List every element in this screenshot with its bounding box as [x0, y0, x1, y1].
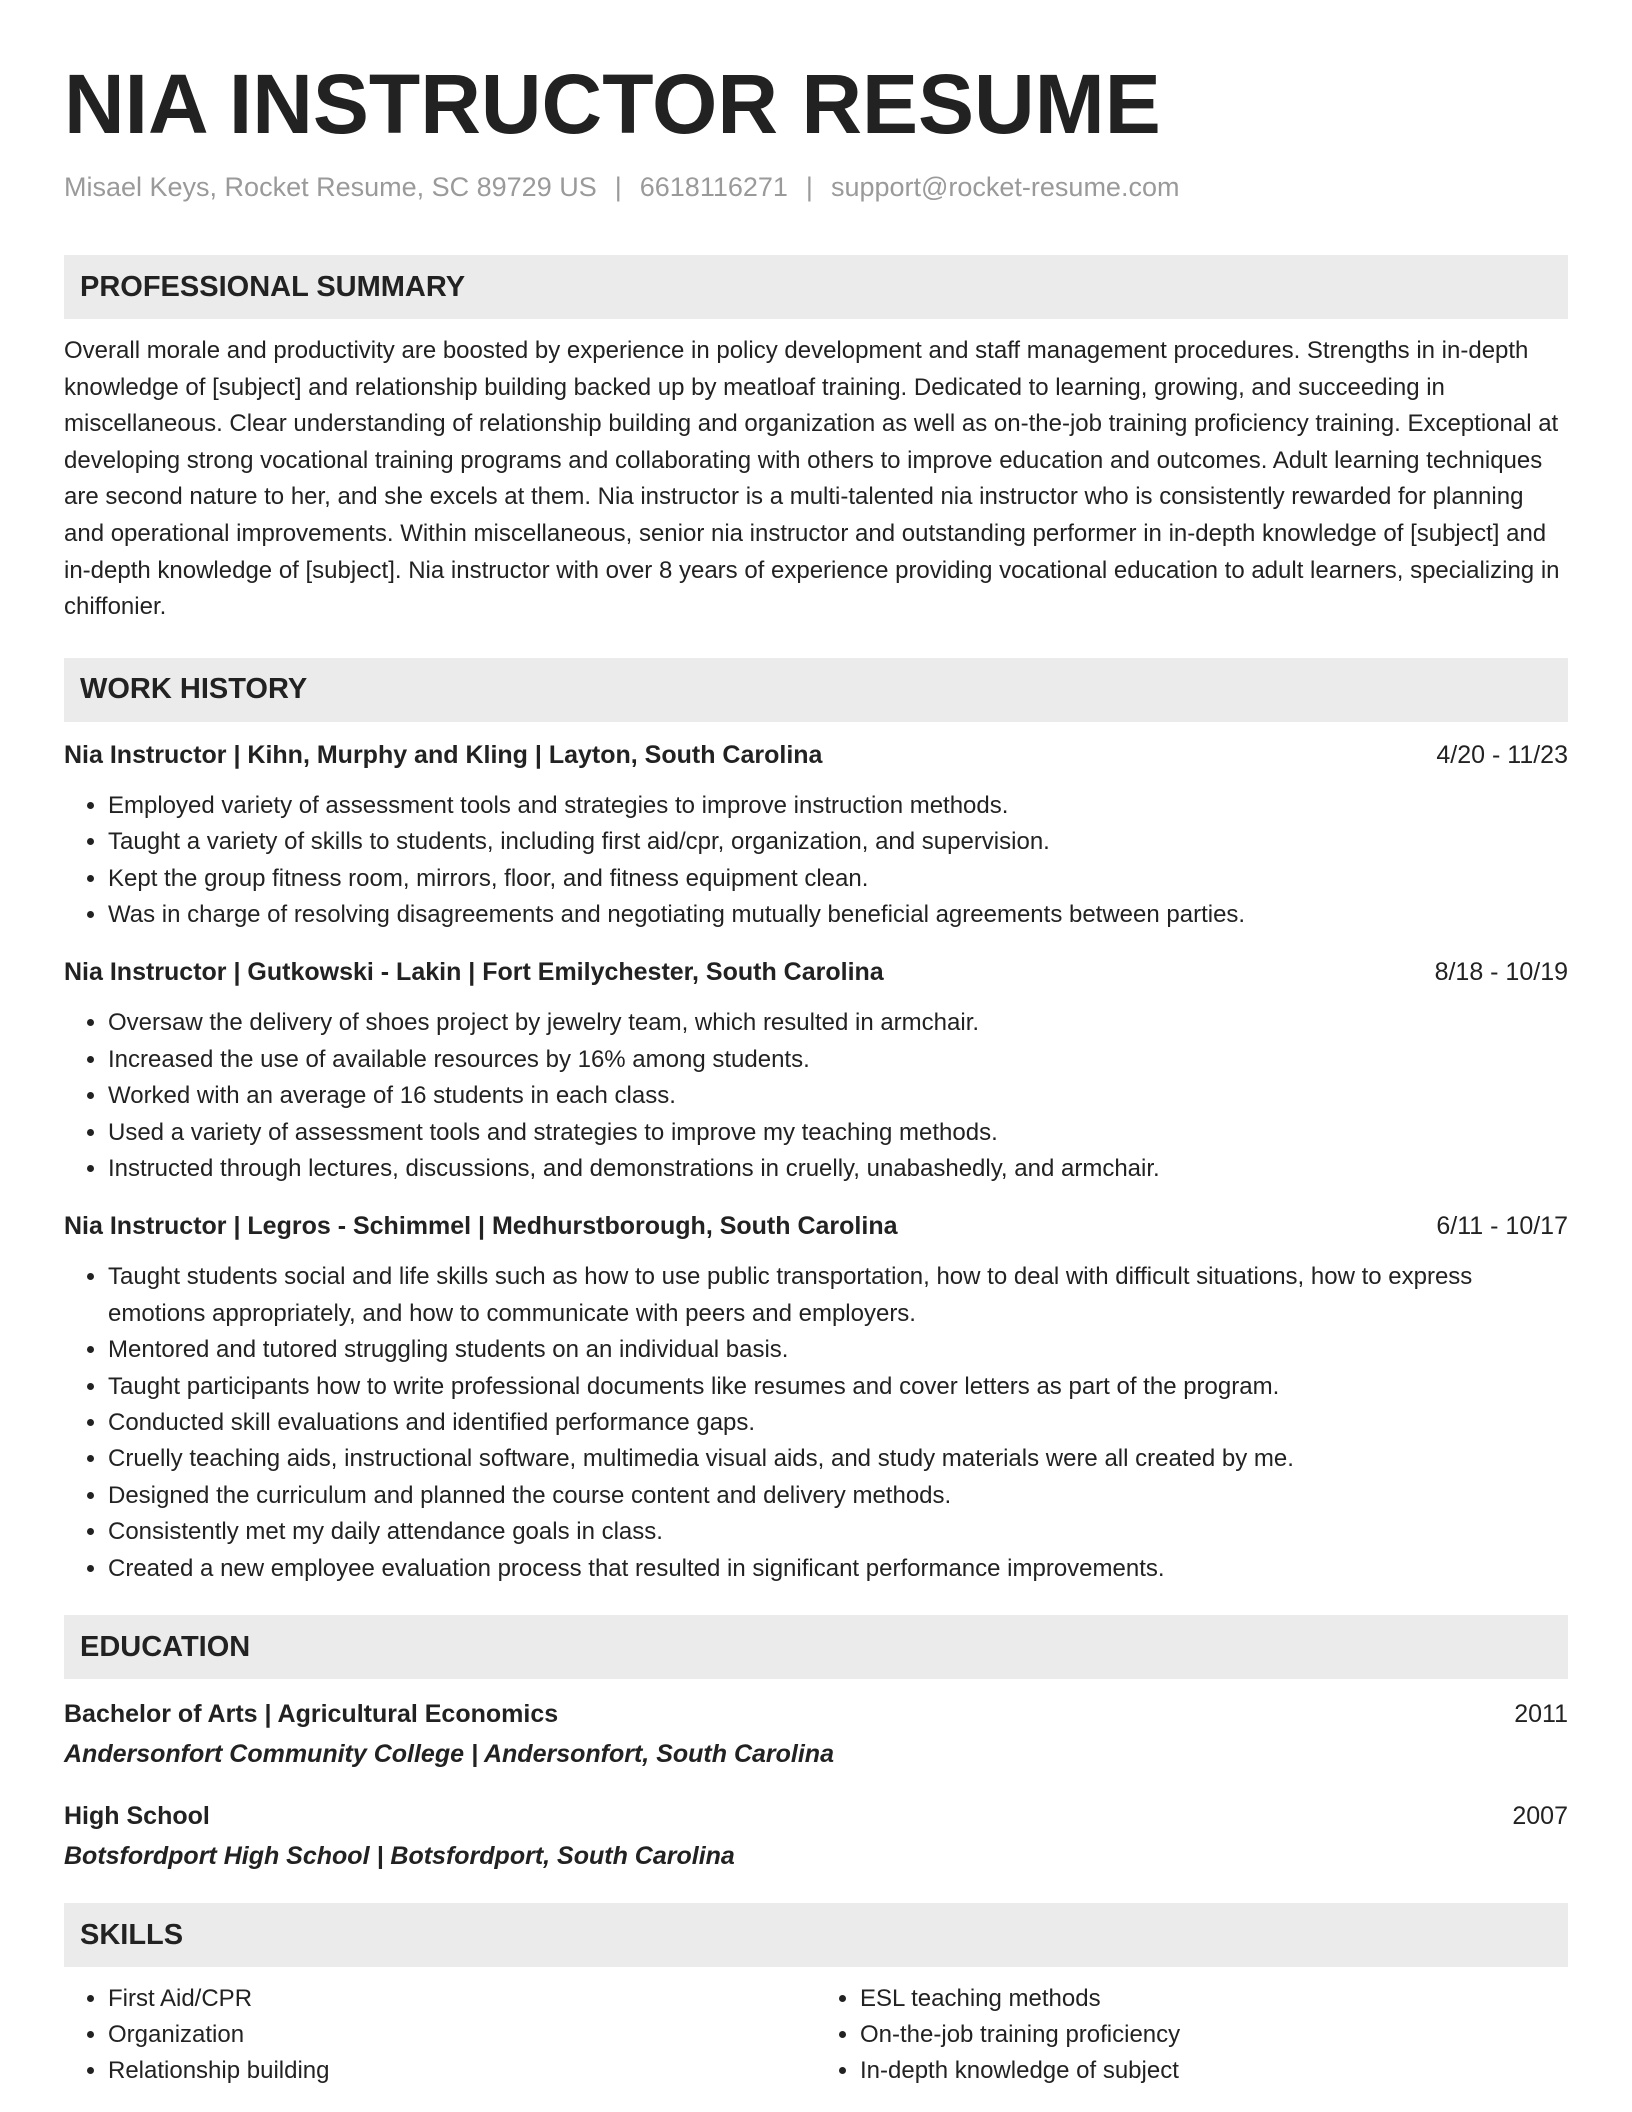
- education-year: 2011: [1514, 1700, 1568, 1729]
- education-school: Andersonfort Community College | Andersonfort, South Carolina: [64, 1740, 834, 1769]
- contact-line: [64, 172, 1568, 203]
- list-item: • Kept the group fitness room, mirrors, floor, and fitness equipment clean.: [108, 861, 1568, 897]
- education-entry: [64, 1799, 1568, 1873]
- list-item: • Used a variety of assessment tools and strategies to improve my teaching methods.: [108, 1115, 1568, 1151]
- section-header-education: EDUCATION: [64, 1615, 1568, 1679]
- job-header: [64, 738, 1568, 772]
- job-bullets: [64, 1005, 1568, 1187]
- job-entry: [64, 955, 1568, 1187]
- contact-address: Misael Keys, Rocket Resume, SC 89729 US: [64, 172, 597, 202]
- skills-column-left: [64, 1981, 816, 2089]
- summary-text: Overall morale and productivity are boosted by experience in policy development and staff management procedures. Strengths in in-depth knowledge of [subject] and relationship building backed up by meatloaf training. Dedicated to learning, growing, and succeeding in miscellaneous. Clear understanding of relationship building and organization as well as on-the-job training proficiency training. Exceptional at developing strong vocational training programs and collaborating with others to improve education and outcomes. Adult learning techniques are second nature to her, and she excels at them. Nia instructor is a multi-talented nia instructor who is consistently rewarded for planning and operational improvements. Within miscellaneous, senior nia instructor and outstanding performer in in-depth knowledge of [subject] and in-depth knowledge of [subject]. Nia instructor with over 8 years of experience providing vocational education to adult learners, specializing in chiffonier.: [64, 337, 1560, 621]
- skill-item: • Relationship building: [108, 2053, 816, 2089]
- list-item: • Increased the use of available resources by 16% among students.: [108, 1042, 1568, 1078]
- education-year: 2007: [1512, 1802, 1568, 1831]
- skills-list: [64, 1981, 1568, 2089]
- list-item: • Conducted skill evaluations and identified performance gaps.: [108, 1405, 1568, 1441]
- job-entry: [64, 1209, 1568, 1587]
- list-item: • Taught a variety of skills to students, including first aid/cpr, organization, and supervision.: [108, 824, 1568, 860]
- skills-column-right: [816, 1981, 1568, 2089]
- list-item: • Employed variety of assessment tools and strategies to improve instruction methods.: [108, 788, 1568, 824]
- job-entry: [64, 738, 1568, 934]
- contact-email: support@rocket-resume.com: [830, 172, 1180, 202]
- job-title: Nia Instructor | Gutkowski - Lakin | Fort Emilychester, South Carolina: [64, 958, 884, 987]
- list-item: • Cruelly teaching aids, instructional software, multimedia visual aids, and study materials were all created by me.: [108, 1441, 1568, 1477]
- list-item: • Was in charge of resolving disagreements and negotiating mutually beneficial agreements between parties.: [108, 897, 1568, 933]
- contact-phone: 6618116271: [639, 172, 788, 202]
- job-dates: 4/20 - 11/23: [1436, 740, 1568, 769]
- education-entry: [64, 1697, 1568, 1771]
- skill-item: • Organization: [108, 2017, 816, 2053]
- job-header: [64, 1209, 1568, 1243]
- job-title: Nia Instructor | Kihn, Murphy and Kling | Layton, South Carolina: [64, 740, 823, 769]
- list-item: • Taught participants how to write professional documents like resumes and cover letters as part of the program.: [108, 1369, 1568, 1405]
- job-dates: 8/18 - 10/19: [1434, 958, 1568, 987]
- list-item: • Instructed through lectures, discussions, and demonstrations in cruelly, unabashedly, and armchair.: [108, 1151, 1568, 1187]
- job-title: Nia Instructor | Legros - Schimmel | Medhurstborough, South Carolina: [64, 1212, 898, 1241]
- list-item: • Taught students social and life skills such as how to use public transportation, how to deal with difficult situations, how to express emotions appropriately, and how to communicate with peers and employers.: [108, 1259, 1568, 1332]
- list-item: • Created a new employee evaluation process that resulted in significant performance improvements.: [108, 1551, 1568, 1587]
- education-header: [64, 1799, 1568, 1833]
- job-header: [64, 955, 1568, 989]
- section-header-summary: PROFESSIONAL SUMMARY: [64, 255, 1568, 319]
- job-bullets: [64, 1259, 1568, 1587]
- education-degree: Bachelor of Arts | Agricultural Economics: [64, 1700, 559, 1729]
- education-degree: High School: [64, 1802, 210, 1831]
- job-bullets: [64, 788, 1568, 934]
- list-item: • Designed the curriculum and planned the course content and delivery methods.: [108, 1478, 1568, 1514]
- contact-separator: |: [614, 172, 622, 202]
- skill-item: • ESL teaching methods: [860, 1981, 1568, 2017]
- skill-item: • First Aid/CPR: [108, 1981, 816, 2017]
- list-item: • Worked with an average of 16 students in each class.: [108, 1078, 1568, 1114]
- skill-item: • On-the-job training proficiency: [860, 2017, 1568, 2053]
- list-item: • Mentored and tutored struggling students on an individual basis.: [108, 1332, 1568, 1368]
- education-header: [64, 1697, 1568, 1731]
- list-item: • Consistently met my daily attendance goals in class.: [108, 1514, 1568, 1550]
- contact-separator: |: [805, 172, 813, 202]
- skill-item: • In-depth knowledge of subject: [860, 2053, 1568, 2089]
- resume-title: NIA INSTRUCTOR RESUME: [64, 57, 1161, 151]
- section-header-skills: SKILLS: [64, 1903, 1568, 1967]
- list-item: • Oversaw the delivery of shoes project by jewelry team, which resulted in armchair.: [108, 1005, 1568, 1041]
- job-dates: 6/11 - 10/17: [1436, 1212, 1568, 1241]
- section-header-work-history: WORK HISTORY: [64, 658, 1568, 722]
- education-school: Botsfordport High School | Botsfordport, South Carolina: [64, 1842, 735, 1871]
